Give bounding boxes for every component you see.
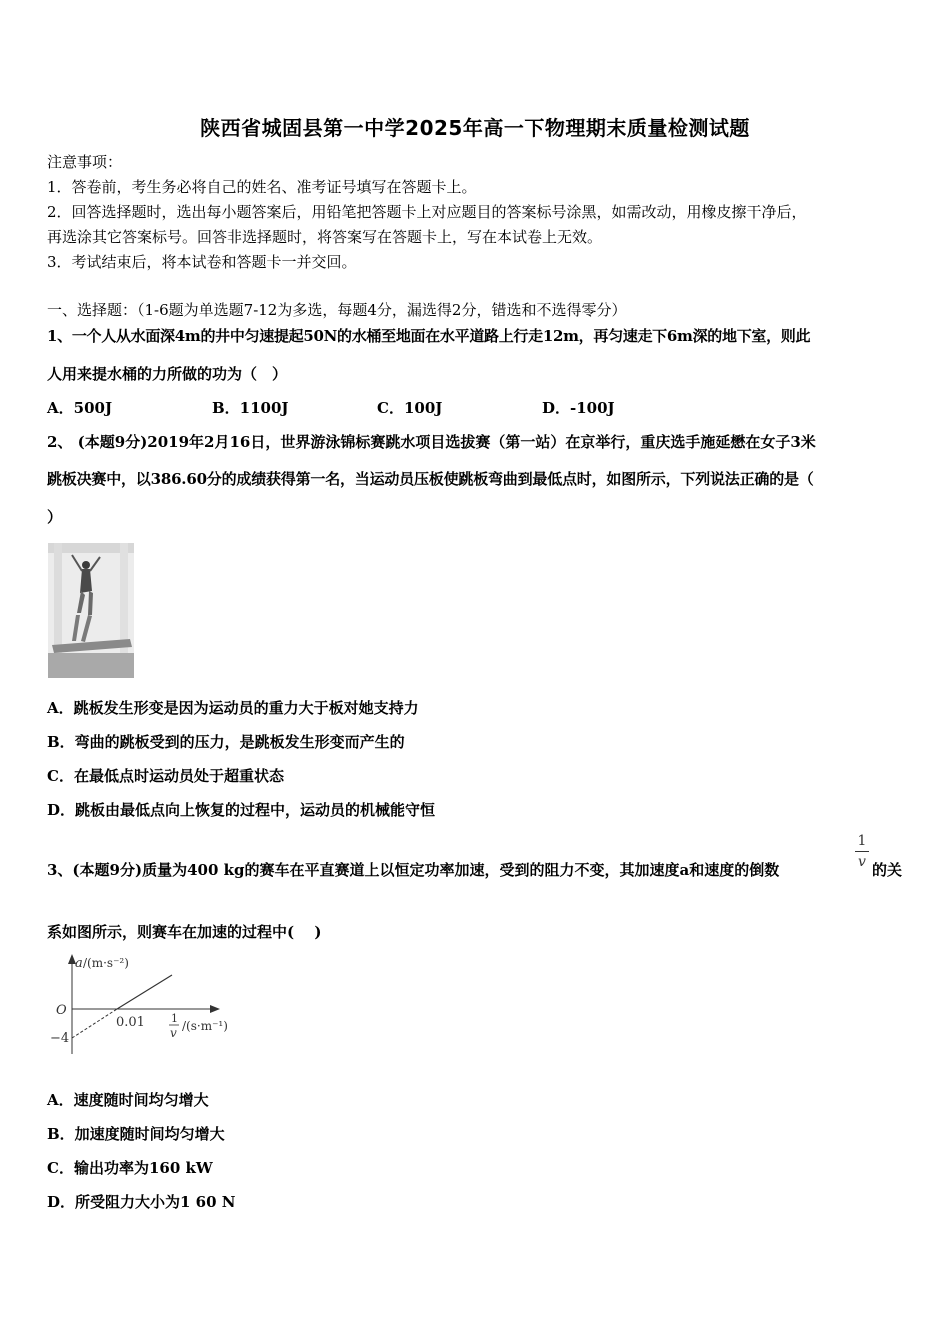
q2-option-d: D．跳板由最低点向上恢复的过程中，运动员的机械能守恒 [47,801,436,819]
section-heading: 一、选择题：（1-6题为单选题7-12为多选，每题4分，漏选得2分，错选和不选得零分） [47,301,627,319]
graph-ylabel-unit: /(m·s⁻²) [83,956,129,970]
fraction-numerator: 1 [857,833,867,849]
q1-option-b: B．1100J [212,399,289,417]
graph-xlabel-unit: /(s·m⁻¹) [182,1019,228,1033]
graph-xlabel-num: 1 [171,1012,178,1025]
q2-option-b: B．弯曲的跳板受到的压力，是跳板发生形变而产生的 [47,733,405,751]
q2-text-line1: 2、 (本题9分)2019年2月16日，世界游泳锦标赛跳水项目选拔赛（第一站）在京举行，重庆选手施延懋在女子3米 [47,433,816,451]
q2-option-a: A．跳板发生形变是因为运动员的重力大于板对她支持力 [47,699,419,717]
graph-origin-label: O [56,1003,67,1018]
q3-option-b: B．加速度随时间均匀增大 [47,1125,225,1143]
fraction-bar [855,851,869,852]
graph-xlabel-den: v [170,1026,177,1040]
graph-y-tick: −4 [50,1031,70,1046]
notice-item-2: 2．回答选择题时，选出每小题答案后，用铅笔把答题卡上对应题目的答案标号涂黑，如需改动，用橡皮擦干净后， [47,203,807,221]
q1-option-d: D．-100J [542,399,615,417]
q3-option-c: C．输出功率为160 kW [47,1159,213,1177]
page-title: 陕西省城固县第一中学2025年高一下物理期末质量检测试题 [200,116,750,140]
q2-text-line2: 跳板决赛中，以386.60分的成绩获得第一名，当运动员压板使跳板弯曲到最低点时，如图所示，下列说法正确的是（ [47,470,814,488]
q1-option-a: A．500J [47,399,113,417]
graph-ylabel-a: a [75,956,83,971]
fraction-denominator: v [858,854,866,870]
q3-option-a: A．速度随时间均匀增大 [47,1091,209,1109]
reciprocal-v-fraction [855,833,869,870]
q3-option-d: D．所受阻力大小为1 60 N [47,1193,236,1211]
diver-photo [48,543,134,678]
q1-text-line2: 人用来提水桶的力所做的功为（ ） [47,365,288,383]
notice-heading: 注意事项： [47,153,123,171]
q2-option-c: C．在最低点时运动员处于超重状态 [47,767,284,785]
q3-text-line1-main: 3、(本题9分)质量为400 kg的赛车在平直赛道上以恒定功率加速，受到的阻力不变，其加速度a和速度的倒数 [47,861,780,879]
notice-item-2-cont: 再选涂其它答案标号。回答非选择题时，将答案写在答题卡上，写在本试卷上无效。 [47,228,603,246]
notice-item-3: 3．考试结束后，将本试卷和答题卡一并交回。 [47,253,357,271]
q3-text-line1 [47,860,779,880]
q3-text-line2: 系如图所示，则赛车在加速的过程中( ) [47,923,322,941]
acceleration-graph [46,950,246,1055]
graph-x-tick: 0.01 [116,1015,145,1030]
q2-text-line3: ） [47,508,63,526]
notice-item-1: 1．答卷前，考生务必将自己的姓名、准考证号填写在答题卡上。 [47,178,477,196]
q1-text-line1: 1、一个人从水面深4m的井中匀速提起50N的水桶至地面在水平道路上行走12m，再匀速走下6m深的地下室，则此 [47,327,811,345]
q1-option-c: C．100J [377,399,443,417]
q3-text-line1-end: 的关 [872,861,903,879]
